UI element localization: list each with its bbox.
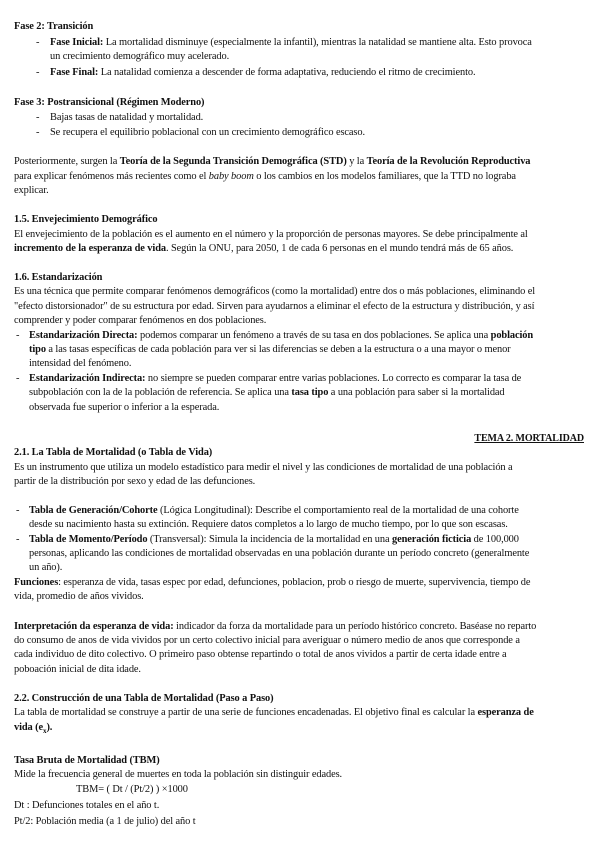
tabla-momento-line-3: un año). [29,562,63,573]
tbm-heading: Tasa Bruta de Mortalidad (TBM) [14,755,160,766]
funciones-line-2: vida, promedio de años vividos. [14,591,144,602]
funciones-line-1: Funciones: esperanza de vida, tasas espec por edad, defunciones, poblacion, prob o riesgo de muerte, supervivencia, tiempo de [14,577,531,588]
bullet-dash: - [36,127,40,138]
envej-heading: 1.5. Envejecimiento Demográfico [14,214,158,225]
constr-line-2: vida $(e_x)$. [14,722,53,736]
bullet-dash: - [36,37,40,48]
estand-directa-line-1: Estandarización Directa: podemos comparar un fenómeno a través de su tasa en dos poblaciones. Se aplica una población [29,330,534,341]
estand-directa-line-3: intensidad del fenómeno. [29,358,132,369]
fase2-bullet-1: Fase Inicial: La mortalidad disminuye (especialmente la infantil), mientras la natalidad se mantiene alta. Esto provoca [50,37,532,48]
envej-line-2: incremento de la esperanza de vida. Según la ONU, para 2050, 1 de cada 6 personas en el mundo tendrá más de 65 años. [14,243,514,254]
bullet-dash: - [16,505,20,516]
post-line-2: para explicar fenómenos más recientes como el baby boom o los cambios en los modelos familiares, que la TTD no lograba [14,171,516,182]
tbm-line-1: Mide la frecuencia general de muertes en toda la población sin distinguir edades. [14,769,343,780]
bullet-dash: - [36,112,40,123]
interp-line-4: poboación inicial de dita idade. [14,664,141,675]
envej-line-1: El envejecimiento de la población es el aumento en el número y la proporción de personas mayores. Se debe principalmente al [14,229,528,240]
tbm-dt: Dt : Defunciones totales en el año t. [14,800,160,811]
tabla-generacion-line-1: Tabla de Generación/Cohorte (Lógica Longitudinal): Describe el comportamiento real de la mortalidad de una cohorte [29,505,519,516]
tbm-formula: TBM= ( Dt / (Pt/2) ) ×1000 [76,784,188,795]
constr-heading: 2.2. Construcción de una Tabla de Mortalidad (Paso a Paso) [14,693,274,704]
bullet-dash: - [16,534,20,545]
fase3-bullet-1: Bajas tasas de natalidad y mortalidad. [50,112,204,123]
bullet-dash: - [16,330,20,341]
bullet-dash: - [36,67,40,78]
fase2-heading: Fase 2: Transición [14,21,94,32]
estand-indirecta-line-1: Estandarización Indirecta: no siempre se pueden comparar entre varias poblaciones. Lo correcto es comparar la tasa de [29,373,522,384]
estand-directa-line-2: tipo a las tasas específicas de cada población para ver si las diferencias se deben a la estructura o a una mayor o menor [29,344,511,355]
fase3-heading: Fase 3: Postransicional (Régimen Moderno) [14,97,205,108]
constr-line-1: La tabla de mortalidad se construye a partir de una serie de funciones encadenadas. El objetivo final es calcular la esperanza de [14,707,534,718]
estand-indirecta-line-2: subpoblación con la de la población de referencia. Se aplica una tasa tipo a una población para saber si la mortalidad [29,387,505,398]
tema-title: TEMA 2. MORTALIDAD [474,433,584,444]
tabla-momento-line-1: Tabla de Momento/Período (Transversal): Simula la incidencia de la mortalidad en una generación ficticia de 100,000 [29,534,519,545]
tabla-momento-line-2: personas, aplicando las condiciones de mortalidad observadas en una población durante un período concreto (generalmente [29,548,530,559]
interp-line-3: cada individuo de dito colectivo. O primeiro paso obtense repartindo o total de anos vividos a partir de certa idade entre a [14,649,507,660]
tabla-generacion-line-2: desde su nacimiento hasta su extinción. Requiere datos completos a lo largo de mucho tiempo, por lo que son escasas. [29,519,508,530]
estand-indirecta-line-3: observada fue superior o inferior a la esperada. [29,402,220,413]
interp-line-1: Interpretación da esperanza de vida: indicador da forza da mortalidade para un período histórico concreto. Baséase no reparto [14,621,537,632]
tbm-pt: Pt/2: Población media (a 1 de julio) del año t [14,816,196,827]
estand-line-2: "efecto distorsionador" de su estructura por edad. Sirven para ayudarnos a eliminar el efecto de la estructura y distribución, y así [14,301,535,312]
estand-line-1: Es una técnica que permite comparar fenómenos demográficos (como la mortalidad) entre dos o más poblaciones, eliminando el [14,286,536,297]
fase3-bullet-2: Se recupera el equilibrio poblacional con un crecimiento demográfico escaso. [50,127,365,138]
post-line-3: explicar. [14,185,49,196]
post-line-1: Posteriormente, surgen la Teoría de la Segunda Transición Demográfica (STD) y la Teoría de la Revolución Reproductiva [14,156,531,167]
bullet-dash: - [16,373,20,384]
fase2-bullet-1-cont: un crecimiento demográfico muy acelerado. [50,51,230,62]
estand-line-3: comprender y poder comparar fenómenos en dos poblaciones. [14,315,267,326]
estand-heading: 1.6. Estandarización [14,272,103,283]
tabla-line-2: partir de la distribución por sexo y edad de las defunciones. [14,476,256,487]
interp-line-2: do consumo de anos de vida vividos por un certo colectivo inicial para averiguar o número medio de anos que corresponde a [14,635,520,646]
tabla-line-1: Es un instrumento que utiliza un modelo estadístico para medir el nivel y las condiciones de mortalidad de una población a [14,462,513,473]
fase2-bullet-2: Fase Final: La natalidad comienza a descender de forma adaptativa, reduciendo el ritmo de crecimiento. [50,67,476,78]
tabla-heading: 2.1. La Tabla de Mortalidad (o Tabla de Vida) [14,447,213,458]
